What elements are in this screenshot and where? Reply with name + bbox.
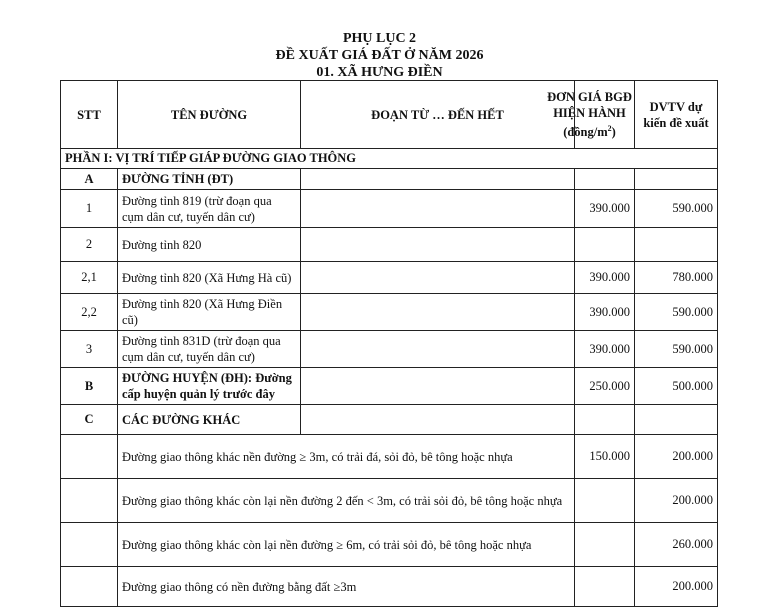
- header-current-price-unit: [535, 121, 644, 140]
- row-road-name: Đường giao thông khác còn lại nền đường ≥ 6m, có trải sỏi đỏ, bê tông hoặc nhựa: [118, 523, 575, 567]
- row-current-price: 390.000: [575, 262, 635, 294]
- row-road-name: Đường giao thông khác nền đường ≥ 3m, có trải đá, sỏi đỏ, bê tông hoặc nhựa: [118, 435, 575, 479]
- row-road-name: Đường giao thông có nền đường bằng đất ≥3m: [118, 567, 575, 607]
- header-road-name: TÊN ĐƯỜNG: [118, 81, 301, 149]
- row-road-name: Đường giao thông khác còn lại nền đường 2 đến < 3m, có trải sỏi đỏ, bê tông hoặc nhựa: [118, 479, 575, 523]
- header-proposed-price-l2: kiến đề xuất: [643, 115, 709, 130]
- table-row: [61, 294, 718, 331]
- row-segment: [301, 228, 575, 262]
- row-segment: [301, 331, 575, 368]
- header-proposed-price-l1: DVTV dự: [649, 99, 703, 114]
- row-stt: 1: [61, 190, 118, 228]
- table-row: [61, 190, 718, 228]
- row-proposed-price: 780.000: [635, 262, 718, 294]
- row-proposed-price: 500.000: [635, 368, 718, 405]
- row-current-price: 390.000: [575, 294, 635, 331]
- table-row: [61, 479, 718, 523]
- row-current-price: [575, 479, 635, 523]
- row-current-price: 390.000: [575, 190, 635, 228]
- row-proposed-price: 260.000: [635, 523, 718, 567]
- table-row: [61, 368, 718, 405]
- row-current-price: [575, 228, 635, 262]
- unit-superscript: 2: [607, 123, 612, 133]
- row-segment: [301, 405, 575, 435]
- row-stt: 3: [61, 331, 118, 368]
- row-road-name: ĐƯỜNG TỈNH (ĐT): [118, 169, 301, 190]
- table-row: [61, 435, 718, 479]
- unit-text: (đồng/m: [563, 125, 608, 140]
- row-proposed-price: [635, 228, 718, 262]
- proposal-title: ĐỀ XUẤT GIÁ ĐẤT Ở NĂM 2026: [275, 48, 484, 63]
- row-proposed-price: [635, 405, 718, 435]
- header-stt: STT: [61, 81, 118, 149]
- row-proposed-price: 590.000: [635, 331, 718, 368]
- row-road-name: Đường tỉnh 820 (Xã Hưng Hà cũ): [118, 262, 301, 294]
- row-proposed-price: [635, 169, 718, 190]
- row-segment: [301, 190, 575, 228]
- row-current-price: [575, 169, 635, 190]
- row-segment: [301, 368, 575, 405]
- table-row: [61, 262, 718, 294]
- row-stt: [61, 523, 118, 567]
- row-current-price: [575, 567, 635, 607]
- row-current-price: 150.000: [575, 435, 635, 479]
- row-road-name: Đường tỉnh 820 (Xã Hưng Điền cũ): [118, 294, 301, 331]
- unit-close: ): [611, 125, 616, 140]
- row-current-price: 390.000: [575, 331, 635, 368]
- appendix-title: PHỤ LỤC 2: [342, 31, 417, 46]
- header-current-price-l2: HIỆN HÀNH: [553, 105, 626, 120]
- table-body: [61, 169, 718, 607]
- header-current-price-l1: ĐƠN GIÁ BGĐ: [547, 89, 632, 104]
- row-current-price: 250.000: [575, 368, 635, 405]
- row-road-name: ĐƯỜNG HUYỆN (ĐH): Đường cấp huyện quản lý trước đây: [118, 368, 301, 405]
- row-road-name: Đường tỉnh 831D (trừ đoạn qua cụm dân cư, tuyến dân cư): [118, 331, 301, 368]
- table-row: [61, 523, 718, 567]
- row-proposed-price: 200.000: [635, 567, 718, 607]
- row-stt: 2,1: [61, 262, 118, 294]
- row-stt: A: [61, 169, 118, 190]
- row-road-name: Đường tỉnh 819 (trừ đoạn qua cụm dân cư, tuyến dân cư): [118, 190, 301, 228]
- header-current-price: [547, 81, 635, 149]
- document-title: [0, 0, 759, 81]
- table-row: [61, 567, 718, 607]
- row-road-name: CÁC ĐƯỜNG KHÁC: [118, 405, 301, 435]
- row-stt: [61, 479, 118, 523]
- land-price-table: [60, 80, 718, 607]
- row-stt: B: [61, 368, 118, 405]
- row-stt: 2: [61, 228, 118, 262]
- table-row: [61, 228, 718, 262]
- row-segment: [301, 169, 575, 190]
- table-row: [61, 169, 718, 190]
- row-segment: [301, 262, 575, 294]
- row-proposed-price: 590.000: [635, 190, 718, 228]
- row-proposed-price: 200.000: [635, 435, 718, 479]
- header-row: [61, 81, 718, 149]
- row-segment: [301, 294, 575, 331]
- header-proposed-price: [635, 81, 718, 149]
- table-row: [61, 331, 718, 368]
- row-stt: C: [61, 405, 118, 435]
- row-stt: [61, 435, 118, 479]
- row-current-price: [575, 405, 635, 435]
- row-current-price: [575, 523, 635, 567]
- part-row: [61, 149, 718, 169]
- commune-title: 01. XÃ HƯNG ĐIỀN: [316, 65, 443, 80]
- row-proposed-price: 590.000: [635, 294, 718, 331]
- part-heading: PHẦN I: VỊ TRÍ TIẾP GIÁP ĐƯỜNG GIAO THÔNG: [61, 149, 718, 169]
- row-stt: [61, 567, 118, 607]
- table-row: [61, 405, 718, 435]
- row-road-name: Đường tỉnh 820: [118, 228, 301, 262]
- row-stt: 2,2: [61, 294, 118, 331]
- row-proposed-price: 200.000: [635, 479, 718, 523]
- header-segment: ĐOẠN TỪ … ĐẾN HẾT: [301, 81, 575, 149]
